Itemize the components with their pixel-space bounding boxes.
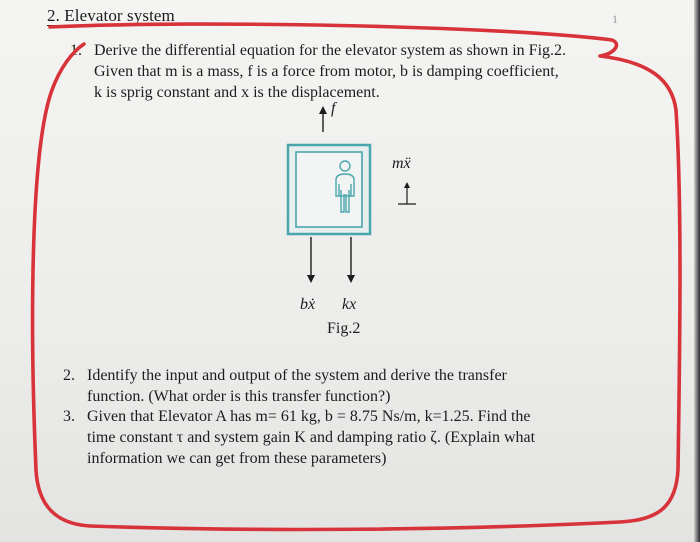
question-2-text [87,365,507,407]
spring-label: kx [342,296,357,313]
corner-mark: 1 [612,12,618,26]
question-1-line-3: k is sprig constant and x is the displacement. [94,84,380,101]
section-heading-text: 2. Elevator system [47,6,175,25]
damping-label: bẋ [300,296,316,313]
question-1-number: 1. [70,42,82,59]
question-3-line-2: time constant τ and system gain K and damping ratio ζ. (Explain what [87,429,536,446]
force-label: f [331,100,336,117]
question-3-number: 3. [63,408,75,425]
question-3-line-1: Given that Elevator A has m= 61 kg, b = 8.75 Ns/m, k=1.25. Find the [87,408,531,425]
question-3-line-3: information we can get from these parameters) [87,450,387,467]
section-heading [47,6,175,26]
inertia-label: mẍ [392,155,411,172]
question-2-number: 2. [63,367,75,384]
question-1-line-1: Derive the differential equation for the elevator system as shown in Fig.2. [94,42,567,59]
question-2-line-1: Identify the input and output of the system and derive the transfer [87,367,507,384]
question-3-text [87,406,535,469]
question-1-text [94,40,566,103]
figure-caption: Fig.2 [327,320,361,337]
question-1-line-2: Given that m is a mass, f is a force from motor, b is damping coefficient, [94,63,559,80]
page-edge-shadow [694,0,700,542]
question-2-line-2: function. (What order is this transfer function?) [87,388,391,405]
